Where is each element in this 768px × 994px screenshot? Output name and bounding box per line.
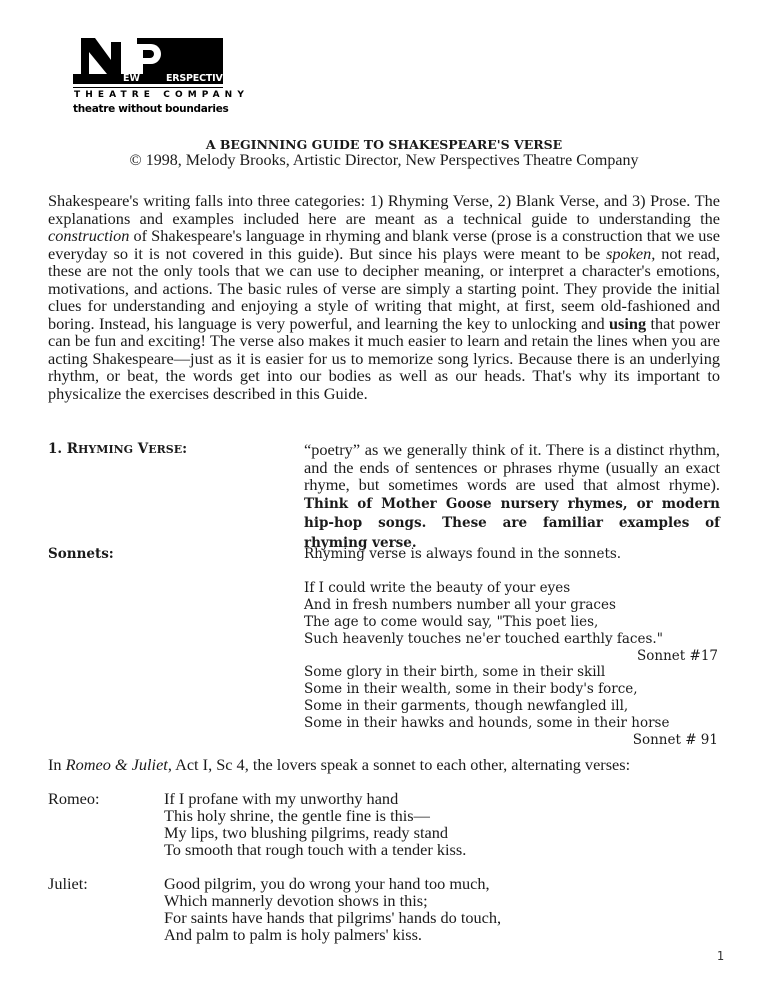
juliet-speech <box>164 875 501 943</box>
document-subtitle: © 1998, Melody Brooks, Artistic Director, New Perspectives Theatre Company <box>129 152 639 169</box>
verse-line: Such heavenly touches ne'er touched earthly faces." <box>304 631 663 647</box>
verse-line: Some in their hawks and hounds, some in their horse <box>304 715 670 731</box>
heading-part: 1. R <box>48 441 79 457</box>
verse-line: Some glory in their birth, some in their skill <box>304 664 606 680</box>
sonnet-example <box>304 580 718 665</box>
verse-line: And palm to palm is holy palmers' kiss. <box>164 925 422 944</box>
verse-line: The age to come would say, "This poet lies, <box>304 614 599 630</box>
verse-line: Some in their wealth, some in their body's force, <box>304 681 638 697</box>
heading-part: V <box>133 441 149 457</box>
page-number: 1 <box>716 949 724 963</box>
logo-ew-text: EW <box>123 73 140 84</box>
logo-company-text: THEATRE COMPANY <box>74 90 249 100</box>
speaker-juliet: Juliet: <box>48 874 88 893</box>
sonnet-attribution: Sonnet # 91 <box>632 732 718 748</box>
document-title: A BEGINNING GUIDE TO SHAKESPEARE'S VERSE <box>205 137 563 152</box>
intro-text-3: not read, these are not the only tools that we can use to decipher meaning, or interpret a character's emotions, motivations, and actions. The basic rules of verse are simply a starting point. They provide the initial clues for understanding and enjoying a style of writing that might, at first, seem old-fashioned and boring. Instead, his language is very powerful, and learning the key to unlocking and <box>48 243 721 333</box>
speaker-romeo: Romeo: <box>48 789 100 808</box>
verse-line: To smooth that rough touch with a tender kiss. <box>164 840 467 859</box>
intro-text: In <box>48 755 66 774</box>
definition-bold-text: Think of Mother Goose nursery rhymes, or modern hip-hop songs. These are familiar examples of rhyming verse. <box>304 495 720 551</box>
verse-line: My lips, two blushing pilgrims, ready stand <box>164 823 449 842</box>
romeo-speech <box>164 790 466 858</box>
logo-divider <box>73 87 223 88</box>
heading-part: : <box>182 441 188 457</box>
logo-erspectives-text: ERSPECTIVES <box>166 73 236 84</box>
verse-line: This holy shrine, the gentle fine is this— <box>164 806 430 825</box>
verse-line: For saints have hands that pilgrims' hands do touch, <box>164 908 502 927</box>
heading-part: HYMING <box>78 443 134 456</box>
verse-line: Some in their garments, though newfangled ill, <box>304 698 629 714</box>
verse-line: Which mannerly devotion shows in this; <box>164 891 428 910</box>
sonnet-attribution: Sonnet #17 <box>637 648 718 664</box>
logo-tagline: theatre without boundaries <box>73 103 229 115</box>
company-logo <box>73 38 249 122</box>
verse-line: If I profane with my unworthy hand <box>164 789 399 808</box>
heading-part: ERSE <box>148 443 183 456</box>
rhyming-verse-heading <box>48 441 187 459</box>
intro-text-1: Shakespeare's writing falls into three categories: 1) Rhyming Verse, 2) Blank Verse, and 3) Prose. The explanations and examples included here are meant as a technical guide to understanding the <box>48 191 720 228</box>
intro-italic-construction: construction <box>48 226 130 245</box>
verse-line: Good pilgrim, you do wrong your hand too much, <box>164 874 490 893</box>
sonnet-example <box>304 664 718 749</box>
intro-italic-spoken: spoken, <box>606 243 656 263</box>
sonnets-heading: Sonnets: <box>48 546 114 562</box>
romeo-juliet-intro <box>48 756 630 774</box>
verse-line: If I could write the beauty of your eyes <box>304 580 571 596</box>
definition-text: “poetry” as we generally think of it. There is a distinct rhythm, and the ends of sentences or phrases rhyme (usually an exact rhyme, but sometimes words are used that almost rhyme). <box>304 440 720 494</box>
verse-line: And in fresh numbers number all your graces <box>304 597 616 613</box>
play-title: Romeo & Juliet <box>65 755 168 774</box>
rhyming-verse-definition <box>304 441 720 552</box>
intro-text-4: that power can be fun and exciting! The verse also makes it much easier to learn and retain the lines when you are acting Shakespeare—just as it is easier for us to memorize song lyrics. Because there is an underlying rhythm, or beat, the words get into our bodies as well as our heads. That's why its important to physicalize the exercises described in this Guide. <box>48 313 720 403</box>
intro-text-2: of Shakespeare's language in rhyming and blank verse (prose is a construction that we use everyday so it is not covered in this guide). But since his plays were meant to be <box>48 226 720 263</box>
sonnets-intro: Rhyming verse is always found in the sonnets. <box>304 546 622 562</box>
intro-bold-using: using <box>609 313 647 333</box>
intro-text: , Act I, Sc 4, the lovers speak a sonnet to each other, alternating verses: <box>167 755 631 774</box>
intro-paragraph <box>48 192 720 402</box>
